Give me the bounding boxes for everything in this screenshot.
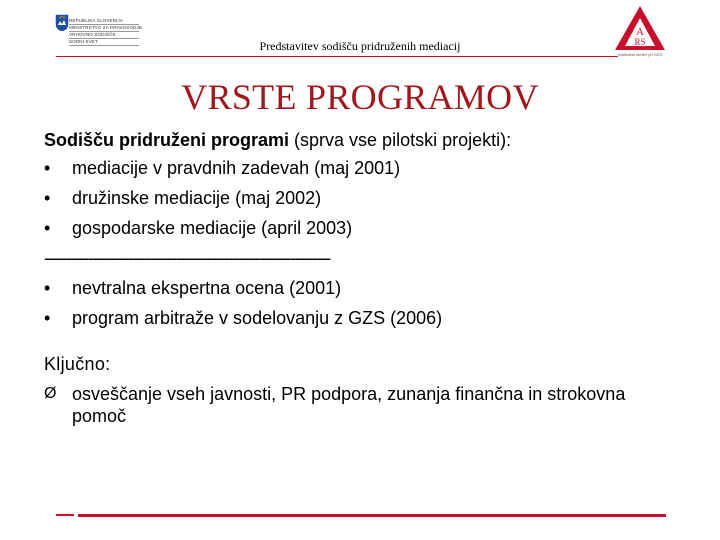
footer-accent	[56, 514, 74, 516]
header-divider	[56, 56, 618, 57]
bullet-icon: •	[44, 158, 51, 178]
ars-logo-caption: Arbitražni center pri GZS	[617, 52, 662, 57]
slide-body	[44, 127, 684, 427]
list-item	[44, 273, 684, 303]
list-item	[44, 213, 684, 243]
list-item	[44, 153, 684, 183]
ars-logo	[612, 4, 668, 58]
logo-line: REPUBLIKA SLOVENIJA	[69, 18, 139, 25]
arrow-bullet-icon: Ø	[44, 385, 57, 402]
list-item-text: družinske mediacije (maj 2002)	[72, 188, 322, 208]
footer-divider	[78, 514, 666, 517]
list-item-text: nevtralna ekspertna ocena (2001)	[72, 278, 342, 298]
ars-triangle-icon	[612, 4, 668, 52]
logo-line: MINISTRSTVO ZA PRAVOSODJE	[69, 25, 143, 30]
intro-bold: Sodišču pridruženi programi	[44, 130, 290, 150]
bullet-icon: •	[44, 308, 51, 328]
bullet-icon: •	[44, 278, 51, 298]
dashed-divider: -----------------------------------------------------------------	[44, 248, 330, 268]
list-item-text: mediacije v pravdnih zadevah (maj 2001)	[72, 158, 401, 178]
logo-line: VRHOVNO SODIŠČE	[69, 32, 139, 39]
svg-text:RS: RS	[634, 37, 646, 47]
list-item-text: gospodarske mediacije (april 2003)	[72, 218, 353, 238]
list-item	[44, 183, 684, 213]
slide-title: VRSTE PROGRAMOV	[181, 77, 539, 117]
bullet-icon: •	[44, 188, 51, 208]
intro-line	[44, 127, 684, 153]
slovenia-shield-icon	[55, 14, 69, 32]
key-item-text: osveščanje vseh javnosti, PR podpora, zunanja finančna in strokovna pomoč	[72, 384, 626, 426]
header-title: Predstavitev sodišču pridruženih mediacij	[259, 39, 461, 53]
list-item-text: program arbitraže v sodelovanju z GZS (2006)	[72, 308, 443, 328]
logo-line: SODNI SVET	[69, 39, 139, 46]
list-item	[44, 303, 684, 333]
intro-rest: (sprva vse pilotski projekti):	[289, 130, 512, 150]
svg-text:A: A	[636, 26, 644, 38]
bullet-icon: •	[44, 218, 51, 238]
key-title: Ključno:	[44, 354, 111, 374]
key-item	[44, 383, 684, 427]
